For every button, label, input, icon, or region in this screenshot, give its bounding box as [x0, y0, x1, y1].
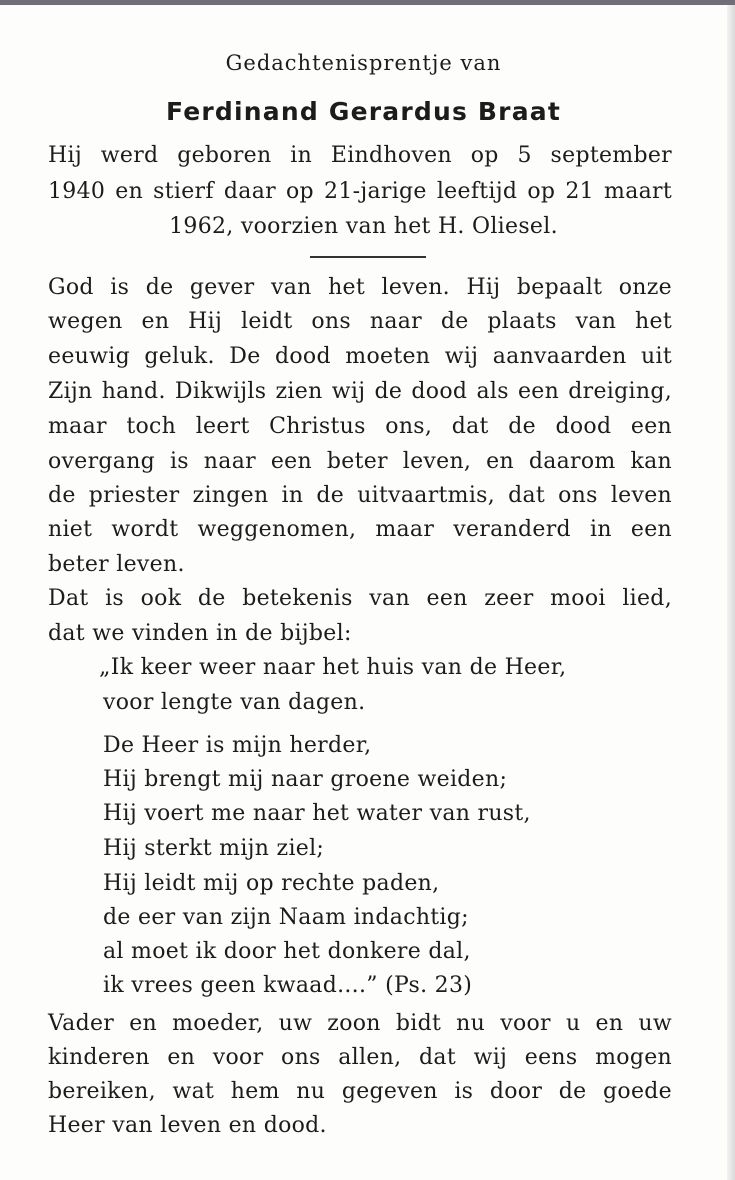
psalm-line: voor lengte van dagen. — [103, 690, 366, 715]
body-line: eeuwig geluk. De dood moeten wij aanvaarden uit — [48, 344, 672, 369]
intro-line: 1962, voorzien van het H. Oliesel. — [169, 214, 558, 239]
psalm-line: De Heer is mijn herder, — [103, 733, 372, 758]
psalm-line: Hij voert me naar het water van rust, — [103, 801, 531, 826]
body-line: wegen en Hij leidt ons naar de plaats van het — [48, 309, 672, 334]
body-line: niet wordt weggenomen, maar veranderd in een — [48, 517, 672, 542]
closing-line: Heer van leven en dood. — [48, 1113, 327, 1138]
psalm-line: al moet ik door het donkere dal, — [103, 939, 471, 964]
closing-line: Vader en moeder, uw zoon bidt nu voor u en uw — [48, 1011, 672, 1036]
closing-line: bereiken, wat hem nu gegeven is door de goede — [48, 1079, 672, 1104]
closing-line: kinderen en voor ons allen, dat wij eens mogen — [48, 1045, 672, 1070]
divider-rule — [310, 256, 426, 258]
body-line: dat we vinden in de bijbel: — [48, 621, 352, 646]
intro-line: 1940 en stierf daar op 21-jarige leeftijd op 21 maart — [48, 179, 672, 204]
body-line: overgang is naar een beter leven, en daarom kan — [48, 449, 672, 474]
psalm-line: ik vrees geen kwaad....” (Ps. 23) — [103, 973, 473, 998]
card-subtitle: Gedachtenisprentje van — [225, 51, 502, 75]
intro-line: Hij werd geboren in Eindhoven op 5 september — [48, 143, 672, 168]
body-line: Dat is ook de betekenis van een zeer mooi lied, — [48, 586, 672, 611]
memorial-card — [0, 5, 727, 1180]
body-line: Zijn hand. Dikwijls zien wij de dood als een dreiging, — [48, 379, 672, 404]
psalm-line: „Ik keer weer naar het huis van de Heer, — [99, 655, 567, 680]
body-line: God is de gever van het leven. Hij bepaalt onze — [48, 275, 672, 300]
psalm-line: Hij brengt mij naar groene weiden; — [103, 767, 508, 792]
deceased-name: Ferdinand Gerardus Braat — [165, 97, 562, 126]
scan-right-edge — [727, 5, 735, 1180]
body-line: maar toch leert Christus ons, dat de dood een — [48, 414, 672, 439]
psalm-line: Hij sterkt mijn ziel; — [103, 836, 325, 861]
body-line: beter leven. — [48, 552, 185, 577]
psalm-line: Hij leidt mij op rechte paden, — [103, 871, 440, 896]
psalm-line: de eer van zijn Naam indachtig; — [103, 905, 469, 930]
body-line: de priester zingen in de uitvaartmis, dat ons leven — [48, 483, 672, 508]
